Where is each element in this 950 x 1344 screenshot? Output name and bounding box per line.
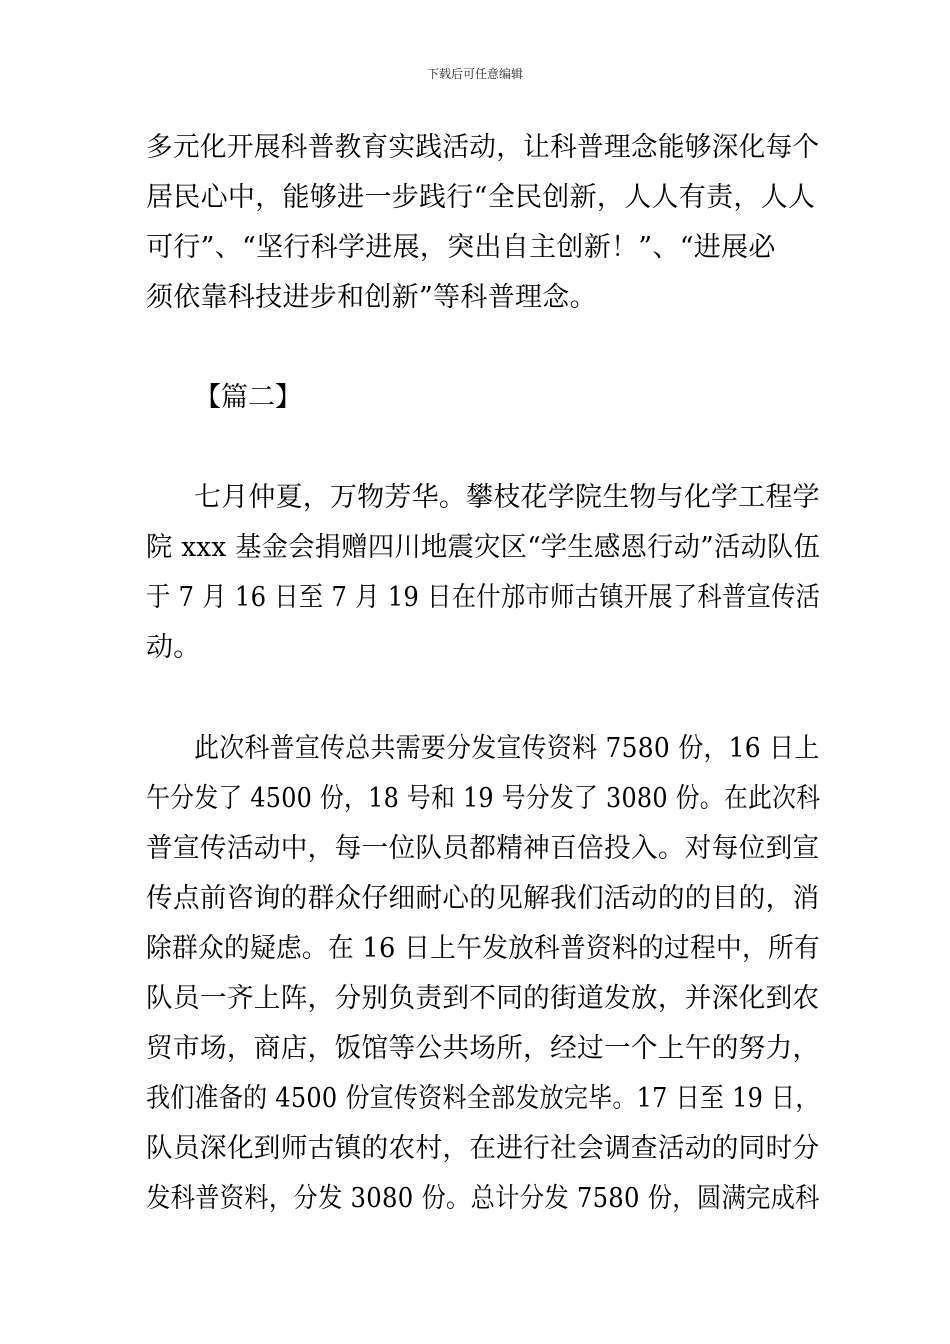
text-line: 院 xxx 基金会捐赠四川地震灾区“学生感恩行动”活动队伍 (146, 532, 821, 563)
text-line: 须依靠科技进步和创新”等科普理念。 (146, 282, 597, 313)
text-line: 队员一齐上阵，分别负责到不同的街道发放，并深化到农 (146, 983, 820, 1014)
text-line: 队员深化到师古镇的农村，在进行社会调查活动的同时分 (146, 1133, 820, 1164)
text-line: 可行”、“坚行科学进展，突出自主创新！”、“进展必 (146, 232, 776, 263)
text-line: 多元化开展科普教育实践活动，让科普理念能够深化每个 (146, 132, 820, 163)
text-line: 贸市场，商店，饭馆等公共场所，经过一个上午的努力， (146, 1033, 820, 1064)
text-line: 七月仲夏，万物芳华。攀枝花学院生物与化学工程学 (194, 482, 820, 513)
text-line: 除群众的疑虑。在 16 日上午发放科普资料的过程中，所有 (146, 933, 820, 964)
text-line: 此次科普宣传总共需要分发宣传资料 7580 份，16 日上 (194, 733, 820, 764)
section-heading: 【篇二】 (194, 382, 302, 413)
text-line: 动。 (146, 632, 201, 663)
text-line: 传点前咨询的群众仔细耐心的见解我们活动的的目的，消 (146, 883, 820, 914)
page-header: 下载后可任意编辑 (426, 67, 523, 81)
text-line: 居民心中，能够进一步践行“全民创新，人人有责，人人 (146, 182, 816, 213)
text-line: 午分发了 4500 份，18 号和 19 号分发了 3080 份。在此次科 (146, 783, 821, 814)
text-line: 发科普资料，分发 3080 份。总计分发 7580 份，圆满完成科 (146, 1183, 820, 1214)
text-line: 我们准备的 4500 份宣传资料全部发放完毕。17 日至 19 日， (146, 1083, 820, 1114)
text-line: 于 7 月 16 日至 7 月 19 日在什邡市师古镇开展了科普宣传活 (146, 582, 821, 613)
text-line: 普宣传活动中，每一位队员都精神百倍投入。对每位到宣 (146, 833, 820, 864)
